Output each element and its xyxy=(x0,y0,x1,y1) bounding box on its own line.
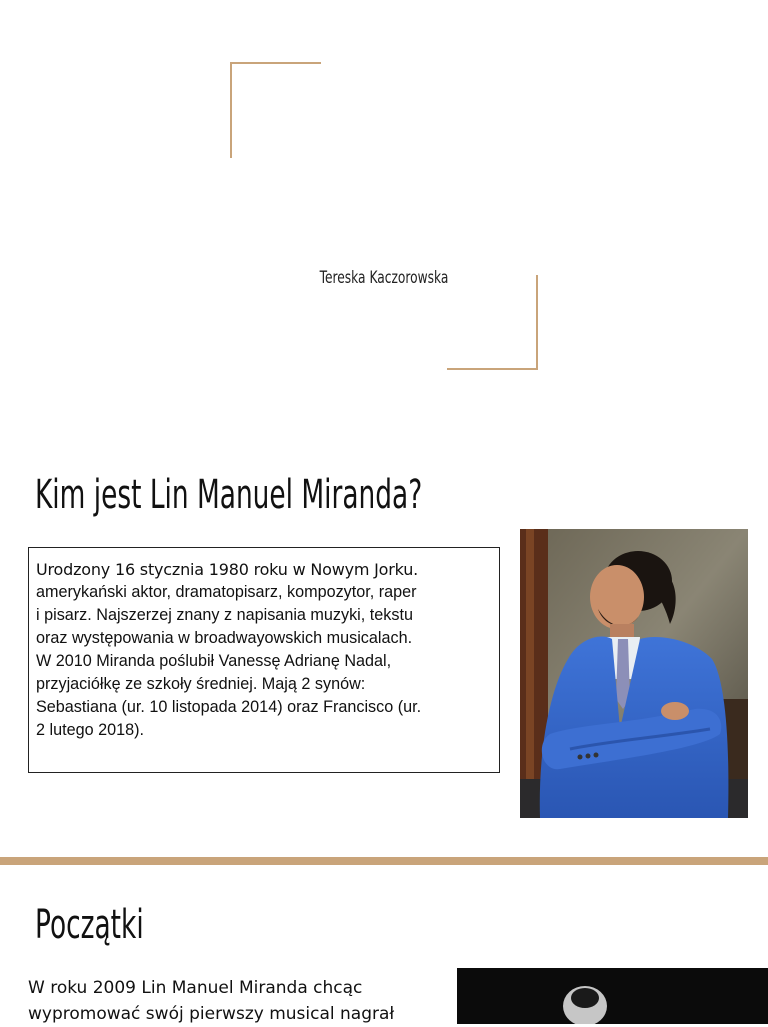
decorative-corner-bottom-right-horizontal xyxy=(447,368,538,370)
bio-line: W 2010 Miranda poślubił Vanessę Adrianę Nadal, xyxy=(36,652,392,670)
slide-divider xyxy=(0,857,768,865)
bio-line: przyjaciółkę ze szkoły średniej. Mają 2 synów: xyxy=(36,675,366,693)
portrait-photo xyxy=(520,529,748,818)
decorative-corner-top-left-horizontal xyxy=(230,62,321,64)
bio-line: oraz występowania w broadwayowskich musicalach. xyxy=(36,629,413,647)
paragraph-line: W roku 2009 Lin Manuel Miranda chcąc xyxy=(28,978,363,998)
bio-line: Urodzony 16 stycznia 1980 roku w Nowym Jorku. xyxy=(36,560,419,579)
slide-heading-bio: Kim jest Lin Manuel Miranda? xyxy=(35,472,423,518)
performance-photo xyxy=(457,968,768,1024)
paragraph-line: wypromować swój pierwszy musical nagrał xyxy=(28,1004,395,1024)
decorative-corner-top-left-vertical xyxy=(230,62,232,158)
bio-line: 2 lutego 2018). xyxy=(36,721,145,739)
slide-heading-beginnings: Początki xyxy=(35,902,144,948)
decorative-corner-bottom-right-vertical xyxy=(536,275,538,370)
bio-text-box xyxy=(28,547,500,773)
bio-line: Sebastiana (ur. 10 listopada 2014) oraz Francisco (ur. xyxy=(36,698,422,716)
bio-line: amerykański aktor, dramatopisarz, kompozytor, raper xyxy=(36,583,417,601)
author-name: Tereska Kaczorowska xyxy=(319,268,449,288)
bio-line: i pisarz. Najszerzej znany z napisania muzyki, tekstu xyxy=(36,606,413,624)
beginnings-paragraph xyxy=(28,975,438,1027)
